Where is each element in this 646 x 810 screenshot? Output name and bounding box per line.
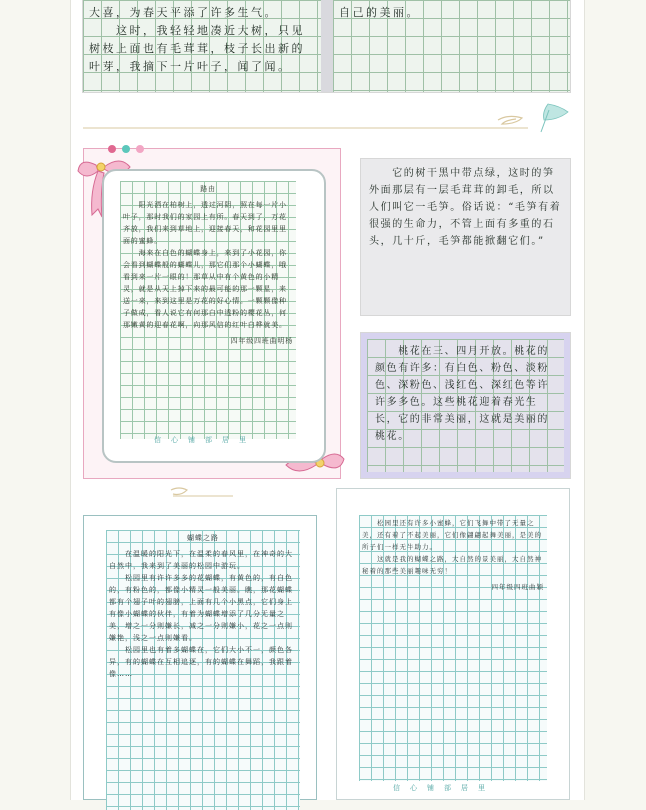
sample-left-body: 阳光洒在柏树上，透过河阴，照在每一片小叶子，那时我们的家园上有所。春天到了，万花齐放，我们来到草地上，迎接春天，和花园里里面的蜜蜂。 海来在白色的蝴蝶身上，来到了小花园，你会看到蝴蝶般的蝴蝶儿，那它们那个小蝴蝶，哦看到来一片一眼的！那草从中有个黄色的小精灵，就是从天上掉下来的最可能的那一颗星，来送一来，来到这里是万花的好心情。一颗颗像种子做成，看人说它有何那白中透粉的樱花丛，何那嫩黄的迎春花啊，向那风信的红叶白桦就美。 [123, 201, 287, 329]
sample-bottom-left-title: 蝴蝶之路 [187, 534, 219, 542]
page [70, 0, 585, 800]
photo-top-left-text: 大喜，为春天平添了许多生气。 这时，我轻轻地凑近大树，只见树枝上面也有毛茸茸，枝子长出新的叶芽，我摘下一片叶子，闻了闻。 [89, 6, 305, 73]
page-gutter [321, 0, 333, 92]
sample-left-signature: 四年级四班曲明杨 [230, 337, 293, 345]
divider-ornament [83, 98, 570, 134]
sample-bottom-left-body: 在温暖的阳光下，在温柔的春风里，在神奇的大自然中，我来到了美丽的松园中游玩。 松园里有许许多多的花蝴蝶，有黄色的，有白色的，有粉色的，都像小精灵一般美丽。瞧，那花蝴蝶都有个翅子叶的翅膀，上面有几个小黑点，它们身上有像小蝴蝶的伙伴，有着为蝴蝶增添了几分无量之美，增之一分则嫌长，减之一分则嫌小，花之一点则嫌艳，浅之一点则嫌看。 松园里也有着多蝴蝶在，它们大小不一，颜色各异，有的蝴蝶在互相追逐，有的蝴蝶在舞蹈，我跟着像…… [109, 550, 293, 678]
sample-composition-bottom-left [83, 515, 317, 800]
sample-left-footer: 信心铺部居里 [154, 436, 256, 444]
sample-bottom-right-footer: 信心铺部居里 [393, 784, 495, 792]
sample-bottom-right-paper [359, 515, 547, 781]
sample-composition-bottom-right [336, 488, 570, 800]
photo-top-right-page [333, 0, 570, 92]
handwriting-photo-top [83, 0, 570, 92]
handwriting-photo-bamboo [361, 159, 570, 315]
scroll-ornament-small [169, 484, 235, 502]
sample-bottom-right-body: 松园里还有许多小蜜蜂，它们飞舞中带了无量之美，还有着了不起美丽，它们像翩翩起舞美丽，是美的所子们一样无牛助力。 这就是我的蝴蝶之路，大自然的景美丽，大自然神秘着的那些美丽趣味无穷！ [362, 519, 542, 575]
photo-bamboo-text: 它的树干黑中带点绿，这时的笋外面那层有一层毛茸茸的卸毛，所以人们叫它一毛笋。俗话说：“毛笋有着很强的生命力，不管上面有多重的石头，几十斤，毛笋都能掀翻它们。” [369, 168, 562, 247]
top-dots-icon [108, 145, 144, 153]
palm-leaf-icon [541, 104, 568, 132]
handwriting-photo-peach [361, 333, 570, 478]
photo-top-right-text: 自己的美丽。 [339, 6, 420, 19]
sample-composition-left [83, 148, 341, 479]
photo-peach-text: 桃花在三、四月开放。桃花的颜色有许多：有白色、粉色、淡粉色、深粉色、浅红色、深红色等许许多多色。这些桃花迎着春光生长，它的非常美丽，这就是美丽的桃花。 [375, 346, 549, 442]
scroll-ornament [498, 116, 522, 124]
photo-peach-paper [367, 339, 564, 472]
sample-bottom-left-paper [106, 530, 300, 810]
sample-left-paper [120, 181, 296, 439]
sample-bottom-right-signature: 四年级四班曲颖 [491, 583, 544, 591]
sample-left-title: 路由 [200, 185, 216, 193]
photo-top-left-page [83, 0, 321, 92]
